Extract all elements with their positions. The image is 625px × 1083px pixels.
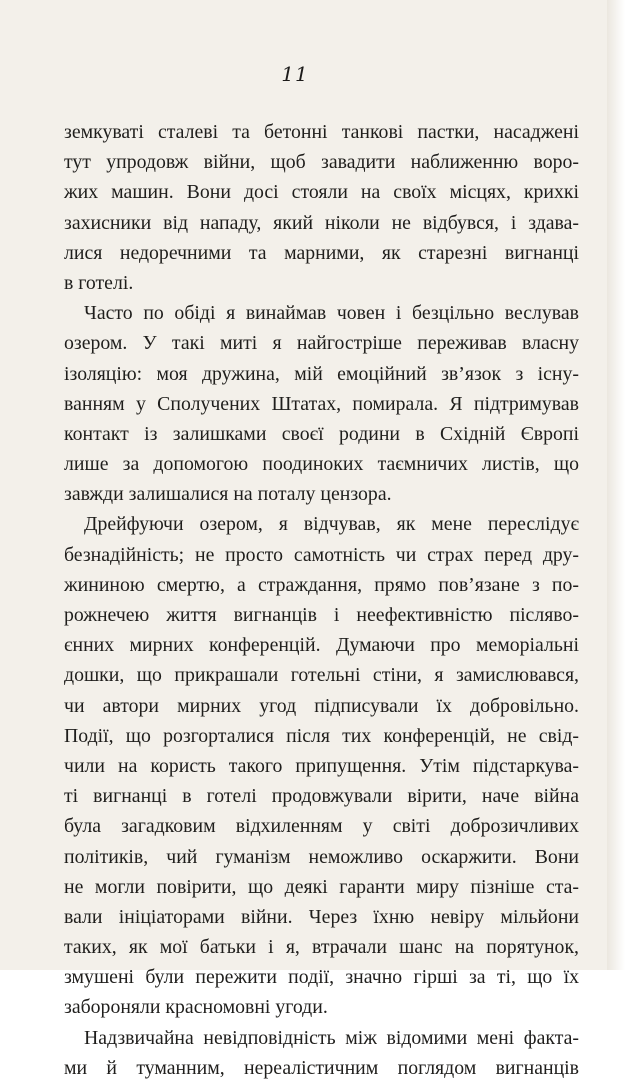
text-line: чи автори мирних угод підписували їх добровільно.: [64, 694, 579, 717]
text-line: забороняли красномовні угоди.: [64, 996, 328, 1019]
paragraph: [64, 117, 579, 298]
text-line: безнадійність; не просто самотність чи страх перед дру-: [64, 543, 579, 566]
text-line: захисники від нападу, який ніколи не відбувся, і здава-: [64, 211, 579, 234]
text-line: контакт із залишками своєї родини в Східній Європі: [64, 422, 579, 445]
text-line: завжди залишалися на поталу цензора.: [64, 483, 392, 506]
text-line: жих машин. Вони досі стояли на своїх місцях, крихкі: [64, 181, 579, 204]
text-line: була загадковим відхиленням у світі доброзичливих: [64, 815, 579, 838]
text-line: таких, як мої батьки і я, втрачали шанс на порятунок,: [64, 936, 579, 959]
text-line: не могли повірити, що деякі гаранти миру пізніше ста-: [64, 875, 579, 898]
text-line: тут упродовж війни, щоб завадити наближенню воро-: [64, 151, 579, 174]
text-line: земкуваті сталеві та бетонні танкові пастки, насаджені: [64, 121, 579, 143]
text-line: ті вигнанці в готелі продовжували вірити, наче війна: [64, 785, 579, 808]
page-edge: [607, 0, 625, 970]
text-line: Часто по обіді я винаймав човен і безцільно веслував: [84, 302, 579, 325]
text-line: Дрейфуючи озером, я відчував, як мене переслідує: [84, 513, 579, 536]
text-line: змушені були пережити події, значно гірші за ті, що їх: [64, 966, 579, 989]
text-line: Надзвичайна невідповідність між відомими мені факта-: [84, 1026, 579, 1049]
paragraph: [64, 509, 579, 1022]
text-line: в готелі.: [64, 271, 134, 294]
text-line: чили на користь такого припущення. Утім підстаркува-: [64, 754, 579, 777]
text-line: ванням у Сполучених Штатах, помирала. Я підтримував: [64, 392, 579, 415]
text-line: вали ініціаторами війни. Через їхню невіру мільйони: [64, 905, 579, 928]
page-number: 11: [281, 62, 309, 86]
paragraph: [64, 298, 579, 509]
text-line: ми й туманним, нереалістичним поглядом вигнанців: [64, 1056, 579, 1079]
text-line: політиків, чий гуманізм неможливо оскаржити. Вони: [64, 845, 579, 868]
paragraph: [64, 1023, 579, 1083]
text-line: ізоляцію: моя дружина, мій емоційний зв’язок з існу-: [64, 362, 579, 385]
text-line: озером. У такі миті я найгостріше переживав власну: [64, 332, 579, 355]
text-line: лися недоречними та марними, як старезні вигнанці: [64, 241, 579, 264]
text-line: лише за допомогою поодиноких таємничих листів, що: [64, 453, 579, 476]
text-line: жининою смертю, а страждання, прямо пов’язане з по-: [64, 573, 579, 596]
text-line: рожнечею життя вигнанців і неефективністю післяво-: [64, 604, 579, 626]
body-text: [64, 117, 579, 1083]
text-line: Події, що розгорталися після тих конференцій, не свід-: [64, 724, 579, 747]
text-line: дошки, що прикрашали готельні стіни, я замислювався,: [64, 664, 579, 687]
text-line: єнних мирних конференцій. Думаючи про меморіальні: [64, 634, 579, 657]
